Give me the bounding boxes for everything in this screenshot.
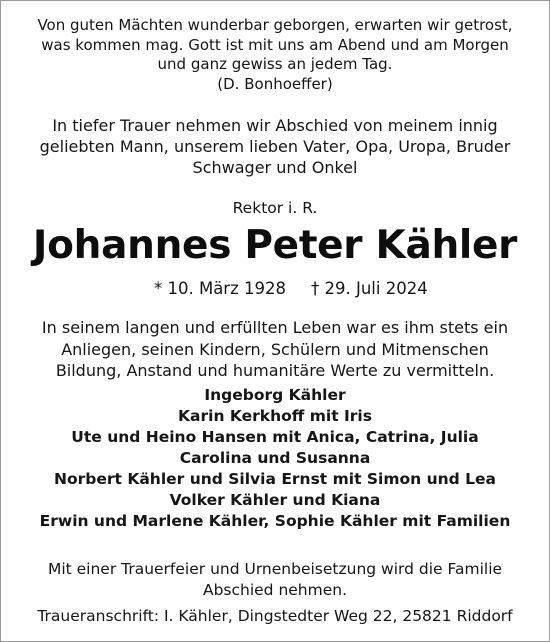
family-member: Ute und Heino Hansen mit Anica, Catrina, Julia xyxy=(71,428,479,446)
family-list xyxy=(1,385,549,532)
family-member: Carolina und Susanna xyxy=(179,449,371,467)
mourning-line: geliebten Mann, unserem lieben Vater, Opa, Uropa, Bruder xyxy=(39,137,511,156)
quote-line: Von guten Mächten wunderbar geborgen, erwarten wir getrost, xyxy=(37,16,513,34)
funeral-notice xyxy=(1,559,549,600)
mourning-line: Schwager und Onkel xyxy=(192,158,358,177)
funeral-line: Abschied nehmen. xyxy=(202,580,348,599)
death-date: † 29. Juli 2024 xyxy=(311,279,428,298)
mourning-address: Traueranschrift: I. Kähler, Dingstedter Weg 22, 25821 Riddorf xyxy=(37,607,513,625)
life-description xyxy=(1,317,549,382)
deceased-title: Rektor i. R. xyxy=(232,199,318,217)
bonhoeffer-quote xyxy=(1,16,549,94)
life-line: Anliegen, seinen Kindern, Schülern und Mitmenschen xyxy=(61,339,489,359)
family-member: Ingeborg Kähler xyxy=(204,386,346,404)
deceased-name: Johannes Peter Kähler xyxy=(32,223,518,268)
family-member: Karin Kerkhoff mit Iris xyxy=(178,407,372,425)
life-line: Bildung, Anstand und humanitäre Werte zu vermitteln. xyxy=(55,361,495,380)
family-member: Volker Kähler und Kiana xyxy=(169,491,381,509)
family-member: Norbert Kähler und Silvia Ernst mit Simon und Lea xyxy=(54,470,496,488)
mourning-statement xyxy=(1,115,549,178)
quote-author: (D. Bonhoeffer) xyxy=(217,74,333,93)
mourning-line: In tiefer Trauer nehmen wir Abschied von meinem innig xyxy=(52,116,498,135)
quote-line: und ganz gewiss an jedem Tag. xyxy=(157,55,393,73)
quote-line: was kommen mag. Gott ist mit uns am Abend und am Morgen xyxy=(41,35,509,54)
birth-date: * 10. März 1928 xyxy=(153,279,286,298)
family-member: Erwin und Marlene Kähler, Sophie Kähler mit Familien xyxy=(39,512,511,530)
funeral-line: Mit einer Trauerfeier und Urnenbeisetzung wird die Familie xyxy=(47,560,503,578)
life-line: In seinem langen und erfüllten Leben war es ihm stets ein xyxy=(41,318,509,337)
